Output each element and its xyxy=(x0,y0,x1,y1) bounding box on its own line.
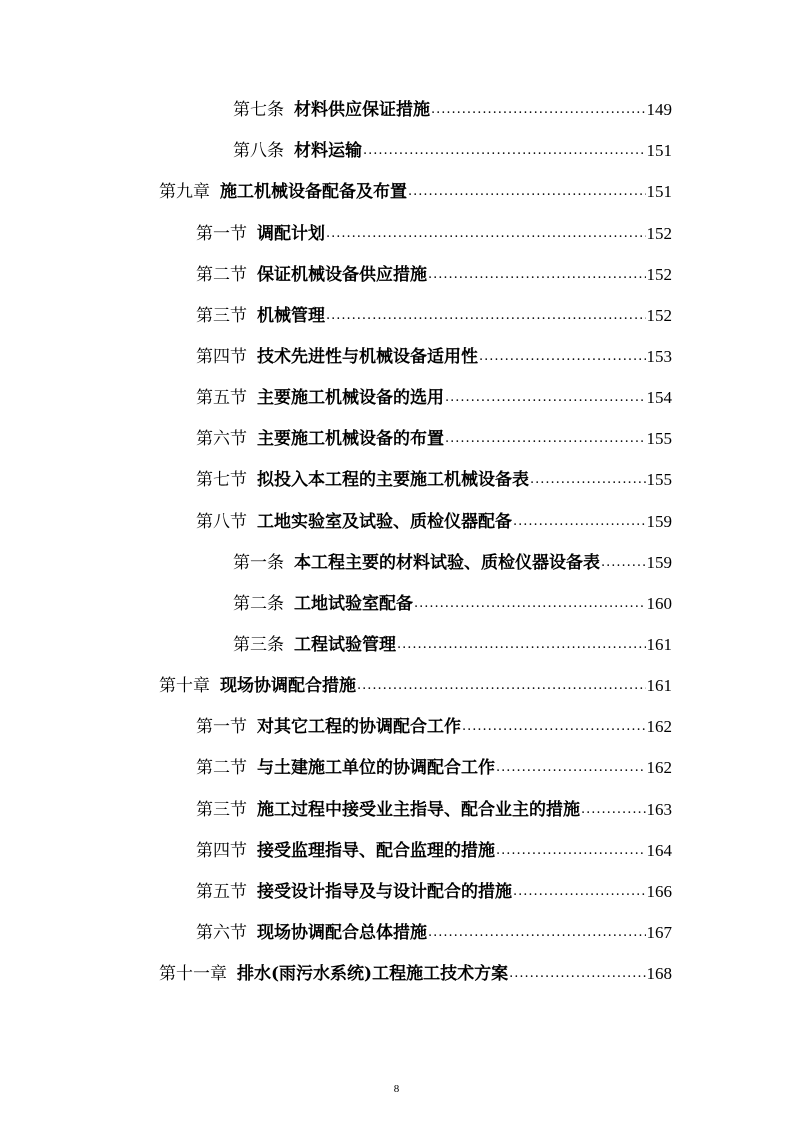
toc-entry-label: 第八条 xyxy=(233,141,284,161)
toc-entry-page: 153 xyxy=(646,347,672,366)
toc-dot-leader xyxy=(397,631,646,659)
toc-entry-page: 163 xyxy=(646,800,672,819)
toc-entry-title: 主要施工机械设备的选用 xyxy=(257,388,444,408)
toc-entry-label: 第五节 xyxy=(196,388,247,408)
toc-entry[interactable] xyxy=(233,590,672,618)
toc-entry-label: 第四节 xyxy=(196,841,247,861)
toc-entry-label: 第一节 xyxy=(196,224,247,244)
toc-entry[interactable] xyxy=(196,508,672,536)
toc-entry-title: 排水(雨污水系统)工程施工技术方案 xyxy=(237,964,509,984)
toc-dot-leader xyxy=(445,384,646,412)
toc-dot-leader xyxy=(326,302,646,330)
toc-entry-title: 接受设计指导及与设计配合的措施 xyxy=(257,882,512,902)
toc-entry[interactable] xyxy=(233,96,672,124)
toc-entry[interactable] xyxy=(196,220,672,248)
toc-dot-leader xyxy=(496,837,646,865)
toc-entry-label: 第五节 xyxy=(196,882,247,902)
toc-entry[interactable] xyxy=(196,425,672,453)
toc-dot-leader xyxy=(428,261,646,289)
toc-entry-title: 工地试验室配备 xyxy=(294,594,413,614)
toc-entry[interactable] xyxy=(196,384,672,412)
toc-entry-page: 151 xyxy=(646,141,672,160)
toc-entry-page: 161 xyxy=(646,635,672,654)
toc-entry-label: 第一条 xyxy=(233,553,284,573)
toc-entry[interactable] xyxy=(196,302,672,330)
toc-dot-leader xyxy=(357,672,646,700)
toc-entry-label: 第四节 xyxy=(196,347,247,367)
toc-entry-page: 152 xyxy=(646,265,672,284)
toc-entry[interactable] xyxy=(196,796,672,824)
toc-entry[interactable] xyxy=(159,672,672,700)
toc-entry[interactable] xyxy=(196,466,672,494)
toc-entry-label: 第三条 xyxy=(233,635,284,655)
toc-dot-leader xyxy=(326,220,646,248)
toc-entry-label: 第一节 xyxy=(196,717,247,737)
toc-entry-title: 工地实验室及试验、质检仪器配备 xyxy=(257,512,512,532)
toc-entry-label: 第八节 xyxy=(196,512,247,532)
toc-dot-leader xyxy=(408,178,646,206)
toc-entry-label: 第三节 xyxy=(196,306,247,326)
toc-entry-page: 166 xyxy=(646,882,672,901)
toc-entry-page: 162 xyxy=(646,758,672,777)
toc-entry-title: 本工程主要的材料试验、质检仪器设备表 xyxy=(294,553,600,573)
toc-dot-leader xyxy=(445,425,646,453)
toc-dot-leader xyxy=(509,960,645,988)
toc-entry-page: 168 xyxy=(646,964,672,983)
toc-entry-page: 159 xyxy=(646,553,672,572)
toc-entry[interactable] xyxy=(233,137,672,165)
toc-dot-leader xyxy=(431,96,646,124)
toc-entry-page: 164 xyxy=(646,841,672,860)
toc-entry-title: 材料运输 xyxy=(294,141,362,161)
toc-entry-page: 152 xyxy=(646,224,672,243)
toc-entry-title: 对其它工程的协调配合工作 xyxy=(257,717,461,737)
toc-entry-page: 161 xyxy=(646,676,672,695)
toc-entry-title: 材料供应保证措施 xyxy=(294,100,430,120)
toc-dot-leader xyxy=(496,754,646,782)
toc-entry-title: 拟投入本工程的主要施工机械设备表 xyxy=(257,470,529,490)
toc-entry[interactable] xyxy=(196,713,672,741)
toc-entry-title: 现场协调配合总体措施 xyxy=(257,923,427,943)
toc-entry[interactable] xyxy=(159,960,672,988)
toc-dot-leader xyxy=(513,878,646,906)
toc-dot-leader xyxy=(414,590,646,618)
toc-dot-leader xyxy=(601,549,646,577)
toc-entry[interactable] xyxy=(196,754,672,782)
toc-entry[interactable] xyxy=(196,919,672,947)
toc-entry-page: 154 xyxy=(646,388,672,407)
toc-entry-label: 第九章 xyxy=(159,182,210,202)
toc-dot-leader xyxy=(530,466,646,494)
toc-entry-page: 160 xyxy=(646,594,672,613)
toc-entry-label: 第七节 xyxy=(196,470,247,490)
page-number: 8 xyxy=(393,1083,400,1095)
toc-entry-label: 第二条 xyxy=(233,594,284,614)
toc-dot-leader xyxy=(581,796,646,824)
toc-entry-page: 155 xyxy=(646,470,672,489)
toc-entry-page: 162 xyxy=(646,717,672,736)
toc-dot-leader xyxy=(479,343,646,371)
toc-dot-leader xyxy=(513,508,646,536)
toc-entry-title: 接受监理指导、配合监理的措施 xyxy=(257,841,495,861)
toc-entry[interactable] xyxy=(233,631,672,659)
toc-dot-leader xyxy=(428,919,646,947)
toc-entry-title: 工程试验管理 xyxy=(294,635,396,655)
toc-entry-label: 第七条 xyxy=(233,100,284,120)
toc-dot-leader xyxy=(462,713,646,741)
toc-entry[interactable] xyxy=(159,178,672,206)
toc-entry-page: 151 xyxy=(646,182,672,201)
toc-entry-title: 现场协调配合措施 xyxy=(220,676,356,696)
toc-entry-label: 第六节 xyxy=(196,429,247,449)
toc-entry[interactable] xyxy=(196,878,672,906)
toc-entry-title: 与土建施工单位的协调配合工作 xyxy=(257,758,495,778)
toc-entry-label: 第二节 xyxy=(196,265,247,285)
toc-entry-title: 保证机械设备供应措施 xyxy=(257,265,427,285)
toc-entry-label: 第三节 xyxy=(196,800,247,820)
toc-entry[interactable] xyxy=(196,837,672,865)
toc-entry-label: 第六节 xyxy=(196,923,247,943)
toc-entry[interactable] xyxy=(196,343,672,371)
toc-entry[interactable] xyxy=(196,261,672,289)
toc-entry-page: 155 xyxy=(646,429,672,448)
toc-entry-title: 技术先进性与机械设备适用性 xyxy=(257,347,478,367)
toc-entry-page: 167 xyxy=(646,923,672,942)
toc-entry[interactable] xyxy=(233,549,672,577)
toc-entry-title: 调配计划 xyxy=(257,224,325,244)
toc-entry-page: 159 xyxy=(646,512,672,531)
toc-entry-page: 152 xyxy=(646,306,672,325)
toc-entry-title: 施工机械设备配备及布置 xyxy=(220,182,407,202)
toc-entry-title: 主要施工机械设备的布置 xyxy=(257,429,444,449)
toc-entry-label: 第二节 xyxy=(196,758,247,778)
toc-entry-title: 施工过程中接受业主指导、配合业主的措施 xyxy=(257,800,580,820)
toc-dot-leader xyxy=(363,137,646,165)
toc-entry-label: 第十一章 xyxy=(159,964,227,984)
toc-entry-label: 第十章 xyxy=(159,676,210,696)
toc-entry-title: 机械管理 xyxy=(257,306,325,326)
toc-entry-page: 149 xyxy=(646,100,672,119)
